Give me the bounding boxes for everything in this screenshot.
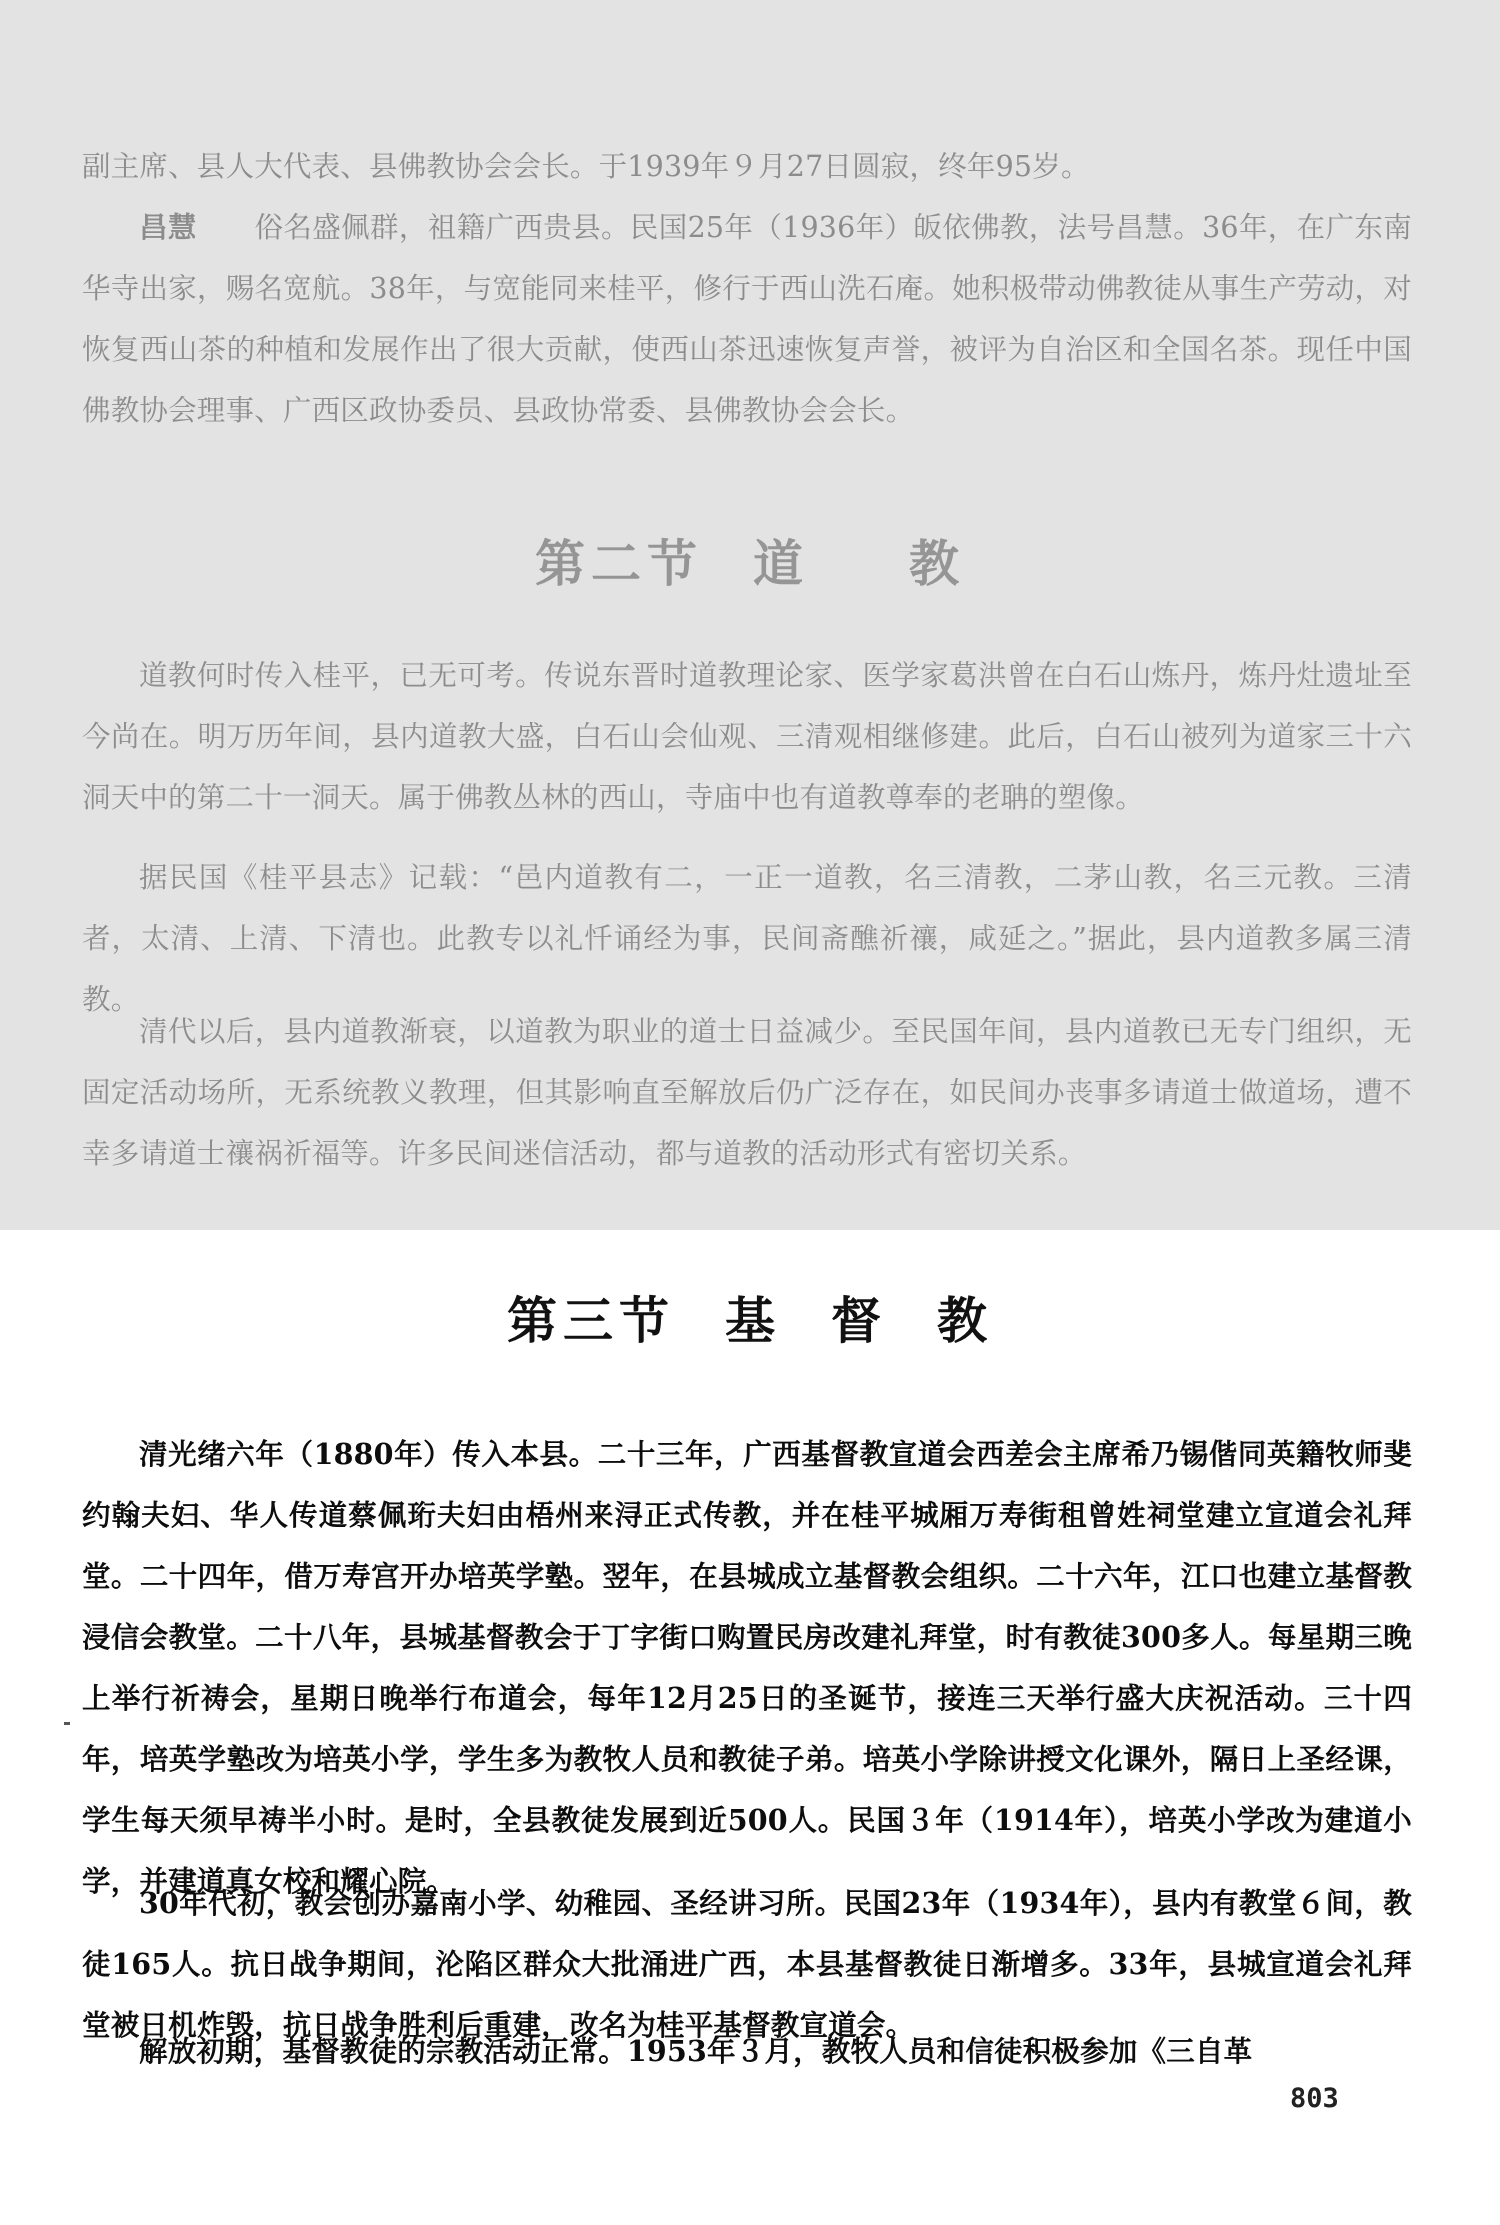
person-name: 昌慧 <box>139 210 197 244</box>
paragraph-prev-tail: 副主席、县人大代表、县佛教协会会长。于1939年９月27日圆寂，终年95岁。 <box>82 150 1090 183</box>
paragraph-christianity-3: 解放初期，基督教徒的宗教活动正常。1953年３月，教牧人员和信徒积极参加《三自革 <box>139 2034 1253 2068</box>
scan-mark <box>64 1722 70 1725</box>
section-heading-christianity: 第三节 基 督 教 <box>507 1291 993 1350</box>
paragraph-taoism-2: 据民国《桂平县志》记载：“邑内道教有二，一正一道教，名三清教，二茅山教，名三元教。三清者，太清、上清、下清也。此教专以礼忏诵经为事，民间斋醮祈禳，咸延之。”据此，县内道教多属三清教。 <box>82 861 1412 1016</box>
page-number: 803 <box>1290 2083 1339 2114</box>
paragraph-changhui: 昌慧 俗名盛佩群，祖籍广西贵县。民国25年（1936年）皈依佛教，法号昌慧。36年，在广东南华寺出家，赐名宽航。38年，与宽能同来桂平，修行于西山洗石庵。她积极带动佛教徒从事生产劳动，对恢复西山茶的种植和发展作出了很大贡献，使西山茶迅速恢复声誉，被评为自治区和全国名茶。现任中国佛教协会理事、广西区政协委员、县政协常委、县佛教协会会长。 <box>82 210 1412 427</box>
paragraph-taoism-3: 清代以后，县内道教渐衰，以道教为职业的道士日益减少。至民国年间，县内道教已无专门组织，无固定活动场所，无系统教义教理，但其影响直至解放后仍广泛存在，如民间办丧事多请道士做道场，遭不幸多请道士禳祸祈福等。许多民间迷信活动，都与道教的活动形式有密切关系。 <box>82 1015 1412 1170</box>
paragraph-taoism-1: 道教何时传入桂平，已无可考。传说东晋时道教理论家、医学家葛洪曾在白石山炼丹，炼丹灶遗址至今尚在。明万历年间，县内道教大盛，白石山会仙观、三清观相继修建。此后，白石山被列为道家三十六洞天中的第二十一洞天。属于佛教丛林的西山，寺庙中也有道教尊奉的老聃的塑像。 <box>82 659 1412 814</box>
paragraph-christianity-1: 清光绪六年（1880年）传入本县。二十三年，广西基督教宣道会西差会主席希乃锡偕同英籍牧师斐约翰夫妇、华人传道蔡佩珩夫妇由梧州来浔正式传教，并在桂平城厢万寿街租曾姓祠堂建立宣道会礼拜堂。二十四年，借万寿宫开办培英学塾。翌年，在县城成立基督教会组织。二十六年，江口也建立基督教浸信会教堂。二十八年，县城基督教会于丁字街口购置民房改建礼拜堂，时有教徒300多人。每星期三晚上举行祈祷会，星期日晚举行布道会，每年12月25日的圣诞节，接连三天举行盛大庆祝活动。三十四年，培英学塾改为培英小学，学生多为教牧人员和教徒子弟。培英小学除讲授文化课外，隔日上圣经课，学生每天须早祷半小时。是时，全县教徒发展到近500人。民国３年（1914年），培英小学改为建道小学，并建道真女校和耀心院。 <box>82 1437 1412 1898</box>
section-heading-taoism: 第二节 道 教 <box>535 534 965 593</box>
paragraph-christianity-2: 30年代初，教会创办嘉南小学、幼稚园、圣经讲习所。民国23年（1934年），县内有教堂６间，教徒165人。抗日战争期间，沦陷区群众大批涌进广西，本县基督教徒日渐增多。33年，县城宣道会礼拜堂被日机炸毁，抗日战争胜利后重建，改名为桂平基督教宣道会。 <box>82 1886 1412 2042</box>
